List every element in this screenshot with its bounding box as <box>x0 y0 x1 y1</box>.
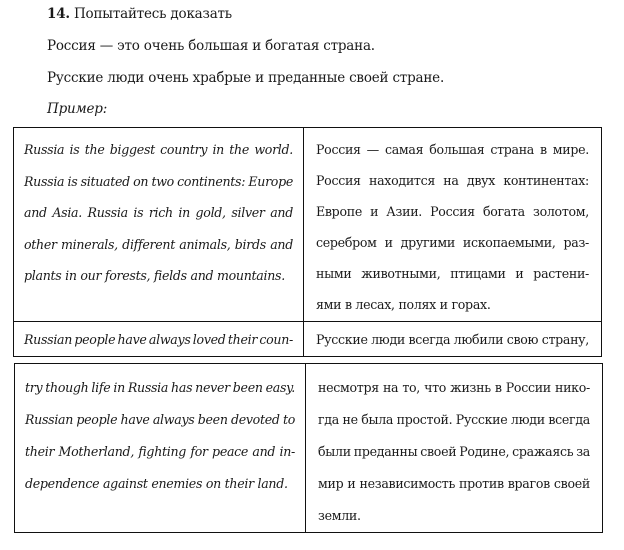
statement-2: Русские люди очень храбрые и преданные своей стране. <box>47 70 445 86</box>
english-cell <box>15 364 306 533</box>
task-number: 14. <box>47 6 70 22</box>
table-row <box>14 128 602 322</box>
text-line: несмотря на то, что жизнь в России нико- <box>318 380 590 395</box>
english-text <box>14 322 303 356</box>
text-line: Russian people have always been devoted to <box>25 412 295 427</box>
text-line: были преданны своей Родине, сражаясь за <box>318 444 590 459</box>
text-line: Russia is the biggest country in the world. <box>24 142 293 157</box>
russian-text <box>304 128 601 320</box>
english-cell <box>14 322 304 357</box>
russian-cell <box>306 364 603 533</box>
text-line: Russian people have always loved their coun- <box>24 332 293 347</box>
text-line: dependence against enemies on their land. <box>25 476 288 491</box>
table-row <box>15 364 603 533</box>
text-line: Россия — самая большая страна в мире. <box>316 142 589 157</box>
translation-table-1 <box>13 127 602 357</box>
text-line: plants in our forests, fields and mountains. <box>24 268 285 283</box>
english-text <box>15 364 305 500</box>
text-line: try though life in Russia has never been easy. <box>25 380 295 395</box>
task-title: Попытайтесь доказать <box>73 6 232 22</box>
statement-1: Россия — это очень большая и богатая страна. <box>47 38 375 54</box>
russian-cell <box>304 322 602 357</box>
english-text <box>14 128 303 292</box>
text-line: земли. <box>318 508 361 523</box>
text-line: Европе и Азии. Россия богата золотом, <box>316 204 589 219</box>
text-line: Русские люди всегда любили свою страну, <box>316 332 589 347</box>
task-header <box>47 6 232 22</box>
text-line: ями в лесах, полях и горах. <box>316 297 491 312</box>
translation-table-2 <box>14 363 603 533</box>
text-line: Russia is situated on two continents: Europe <box>24 173 293 189</box>
example-label: Пример: <box>47 101 108 117</box>
text-line: серебром и другими ископаемыми, раз- <box>316 235 589 250</box>
russian-text <box>306 364 602 532</box>
text-line: Россия находится на двух континентах: <box>316 173 589 188</box>
text-line: other minerals, different animals, birds and <box>24 236 293 252</box>
text-line: мир и независимость против врагов своей <box>318 476 590 491</box>
russian-cell <box>304 128 602 322</box>
english-cell <box>14 128 304 322</box>
text-line: their Motherland, fighting for peace and in- <box>25 444 295 459</box>
text-line: and Asia. Russia is rich in gold, silver and <box>24 205 293 220</box>
table-row <box>14 322 602 357</box>
russian-text <box>304 322 601 356</box>
text-line: гда не была простой. Русские люди всегда <box>318 412 590 427</box>
text-line: ными животными, птицами и растени- <box>316 266 589 281</box>
